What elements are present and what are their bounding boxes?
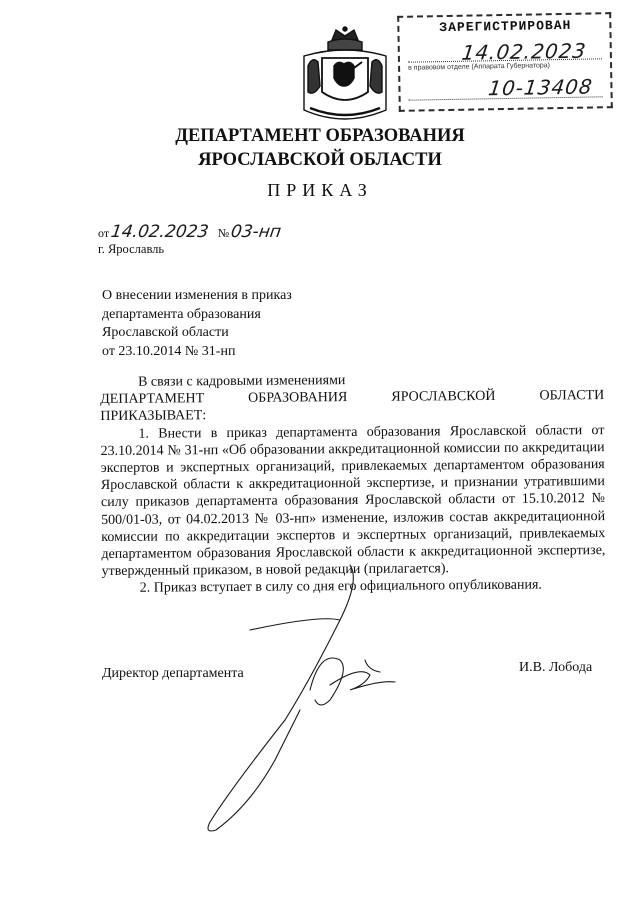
subject-line: от 23.10.2014 № 31-нп <box>102 343 236 359</box>
signatory-name: И.В. Лобода <box>519 660 593 675</box>
dept-word: ДЕПАРТАМЕНТ <box>100 391 205 408</box>
handwritten-signature <box>190 560 410 840</box>
subject-line: департамента образования <box>102 306 261 322</box>
signatory-position: Директор департамента <box>102 666 244 681</box>
number-label: № <box>217 226 230 240</box>
order-number: 03-нп <box>229 222 283 242</box>
order-subject <box>102 287 292 361</box>
body-intro: В связи с кадровыми изменениями <box>138 373 346 390</box>
subject-line: О внесении изменения в приказ <box>102 288 292 303</box>
stamp-note: в правовом отделе (Аппарата Губернатора) <box>408 62 551 72</box>
body-item-2: 2. Приказ вступает в силу со дня его официального опубликования. <box>139 577 542 597</box>
department-name-line: ДЕПАРТАМЕНТ ОБРАЗОВАНИЯ <box>175 126 465 146</box>
coat-of-arms-emblem <box>288 26 402 130</box>
body-item-1: 1. Внести в приказ департамента образования Ярославской области от 23.10.2014 № 31-нп «Об образовании аккредитационной комиссии по аккредитации экспертов и экспертных организаций, привлекаемых департаментом образования Ярославской области к аккредитационной экспертизе, и признании утратившими силу приказов департамента образования Ярославской области от 15.10.2012 № 500/01-03, от 04.02.2013 № 03-нп» изменение, изложив состав аккредитационной комиссии по аккредитации экспертов и экспертных организаций, привлекаемых департаментом образования Ярославской области к аккредитационной экспертизе, утвержденный приказом, в новой редакции (прилагается). <box>100 422 606 580</box>
document-type: ПРИКАЗ <box>267 180 373 200</box>
dept-word: ОБЛАСТИ <box>539 388 605 404</box>
stamp-title: ЗАРЕГИСТРИРОВАН <box>439 17 572 36</box>
department-heading <box>0 124 640 172</box>
department-region-line: ЯРОСЛАВСКОЙ ОБЛАСТИ <box>198 150 442 170</box>
order-date-number-row <box>98 222 287 242</box>
registration-stamp <box>397 12 613 112</box>
stamp-date: 14.02.2023 <box>460 38 588 65</box>
dept-word: ОБРАЗОВАНИЯ <box>248 390 348 407</box>
stamp-number: 10-13408 <box>486 74 595 101</box>
dept-word: ЯРОСЛАВСКОЙ <box>391 389 496 405</box>
body-orders-word: ПРИКАЗЫВАЕТ: <box>100 408 207 425</box>
order-date: 14.02.2023 <box>109 222 210 242</box>
from-label: от <box>98 226 110 240</box>
city-line: г. Ярославль <box>98 242 165 256</box>
subject-line: Ярославской области <box>102 325 229 340</box>
